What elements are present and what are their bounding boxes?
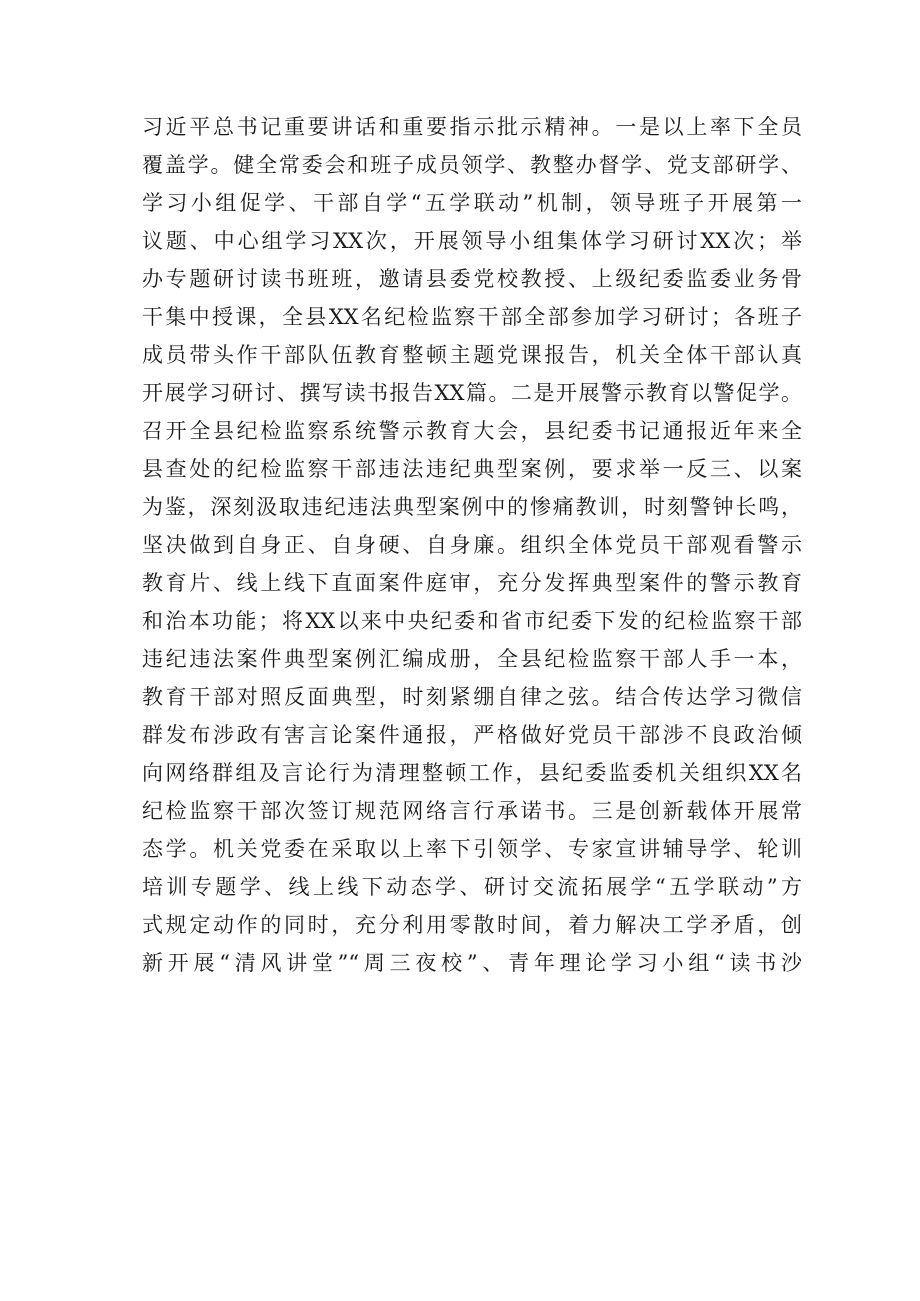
text-line-8: 开展学习研讨、撰写读书报告XX篇。二是开展警示教育以警促学。: [142, 381, 802, 405]
text-line-2: 覆盖学。健全常委会和班子成员领学、教整办督学、党支部研学、: [142, 153, 802, 177]
text-line-20: 态学。机关党委在采取以上率下引领学、专家宣讲辅导学、轮训: [142, 837, 802, 861]
text-line-16: 教育干部对照反面典型，时刻紧绷自律之弦。结合传达学习微信: [142, 685, 802, 709]
text-line-13: 教育片、线上线下直面案件庭审，充分发挥典型案件的警示教育: [142, 571, 802, 595]
text-line-12: 坚决做到自身正、自身硬、自身廉。组织全体党员干部观看警示: [142, 533, 802, 557]
body-text: [142, 108, 802, 982]
text-line-4: 议题、中心组学习XX次，开展领导小组集体学习研讨XX次；举: [142, 229, 802, 253]
text-line-14: 和治本功能；将XX以来中央纪委和省市纪委下发的纪检监察干部: [142, 609, 802, 633]
text-line-19: 纪检监察干部次签订规范网络言行承诺书。三是创新载体开展常: [142, 799, 802, 823]
text-line-22: 式规定动作的同时，充分利用零散时间，着力解决工学矛盾，创: [142, 913, 802, 937]
text-line-15: 违纪违法案件典型案例汇编成册，全县纪检监察干部人手一本，: [142, 647, 802, 671]
text-line-11: 为鉴，深刻汲取违纪违法典型案例中的惨痛教训，时刻警钟长鸣，: [142, 495, 802, 519]
text-line-10: 县查处的纪检监察干部违法违纪典型案例，要求举一反三、以案: [142, 457, 802, 481]
text-line-9: 召开全县纪检监察系统警示教育大会，县纪委书记通报近年来全: [142, 419, 802, 443]
text-line-17: 群发布涉政有害言论案件通报，严格做好党员干部涉不良政治倾: [142, 723, 802, 747]
text-line-1: 习近平总书记重要讲话和重要指示批示精神。一是以上率下全员: [142, 115, 802, 139]
text-line-21: 培训专题学、线上线下动态学、研讨交流拓展学“五学联动”方: [142, 875, 802, 899]
text-line-6: 干集中授课，全县XX名纪检监察干部全部参加学习研讨；各班子: [142, 305, 802, 329]
text-line-3: 学习小组促学、干部自学“五学联动”机制，领导班子开展第一: [142, 191, 802, 215]
text-line-5: 办专题研讨读书班班，邀请县委党校教授、上级纪委监委业务骨: [142, 267, 802, 291]
text-line-23: 新开展“清风讲堂”“周三夜校”、青年理论学习小组“读书沙: [142, 951, 802, 975]
text-line-7: 成员带头作干部队伍教育整顿主题党课报告，机关全体干部认真: [142, 343, 802, 367]
text-line-18: 向网络群组及言论行为清理整顿工作，县纪委监委机关组织XX名: [142, 761, 802, 785]
